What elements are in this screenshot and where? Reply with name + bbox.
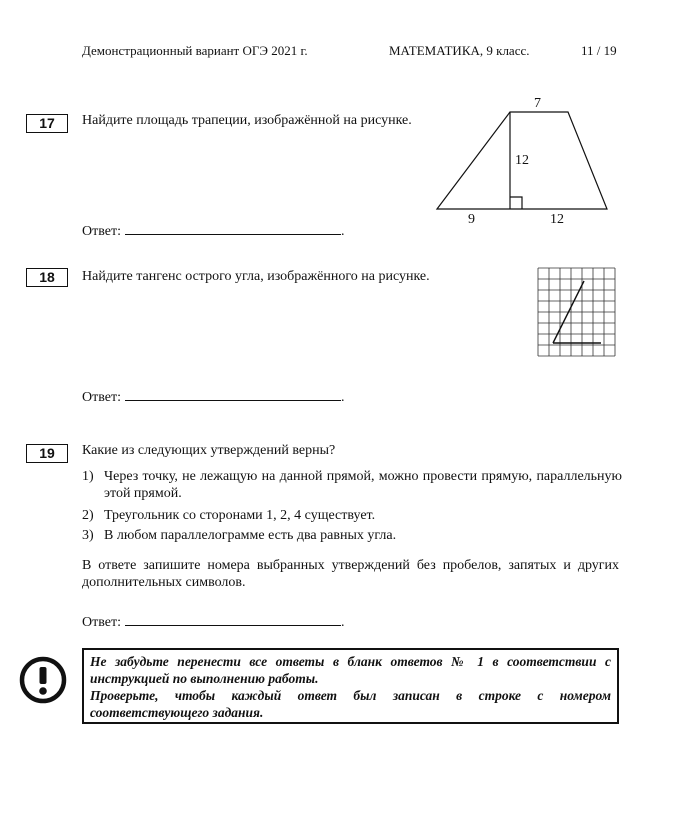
- notice-line-2: Проверьте, чтобы каждый ответ был записан в строке с номером соответствующего задания.: [90, 688, 611, 720]
- answer-line[interactable]: [125, 222, 341, 235]
- header-subject: МАТЕМАТИКА, 9 класс.: [389, 43, 530, 58]
- label-top: 7: [534, 96, 541, 111]
- label-right-base: 12: [550, 212, 564, 227]
- statement-1: [82, 468, 622, 504]
- grid-figure: [537, 267, 617, 357]
- label-height: 12: [515, 153, 529, 168]
- label-left-base: 9: [468, 212, 475, 227]
- answer-line[interactable]: [125, 613, 341, 626]
- answer-label: Ответ:: [82, 390, 121, 405]
- statement-2: [82, 507, 622, 525]
- answer-line[interactable]: [125, 388, 341, 401]
- statement-3: [82, 527, 622, 545]
- statement-number: 2): [82, 508, 94, 523]
- task-18-number: 18: [26, 268, 68, 287]
- task-19-instruction: В ответе запишите номера выбранных утверждений без пробелов, запятых и других дополнительных символов.: [82, 558, 619, 590]
- statement-number: 1): [82, 469, 94, 484]
- task-17-text: Найдите площадь трапеции, изображённой на рисунке.: [82, 113, 412, 128]
- warning-icon: [18, 655, 68, 705]
- task-19-question: Какие из следующих утверждений верны?: [82, 443, 336, 458]
- notice-box: [82, 648, 619, 724]
- task-17-number: 17: [26, 114, 68, 133]
- task-17-answer: Ответ: .: [82, 224, 345, 239]
- statement-text: В любом параллелограмме есть два равных угла.: [104, 528, 397, 543]
- page-number: 11 / 19: [581, 43, 617, 58]
- answer-label: Ответ:: [82, 615, 121, 630]
- task-19-number: 19: [26, 444, 68, 463]
- task-19-answer: Ответ: .: [82, 615, 345, 630]
- task-18-text: Найдите тангенс острого угла, изображённого на рисунке.: [82, 269, 430, 284]
- header-left: Демонстрационный вариант ОГЭ 2021 г.: [82, 43, 308, 58]
- trapezoid-figure: [430, 90, 615, 230]
- task-18-answer: Ответ: .: [82, 390, 345, 405]
- statement-text: Треугольник со сторонами 1, 2, 4 существует.: [104, 508, 376, 523]
- right-angle-mark: [510, 197, 522, 209]
- notice-line-1: Не забудьте перенести все ответы в бланк ответов № 1 в соответствии с инструкцией по выполнению работы.: [90, 654, 611, 686]
- statement-text: Через точку, не лежащую на данной прямой, можно провести прямую, параллельную этой прямой.: [104, 469, 622, 501]
- statement-number: 3): [82, 528, 94, 543]
- answer-label: Ответ:: [82, 224, 121, 239]
